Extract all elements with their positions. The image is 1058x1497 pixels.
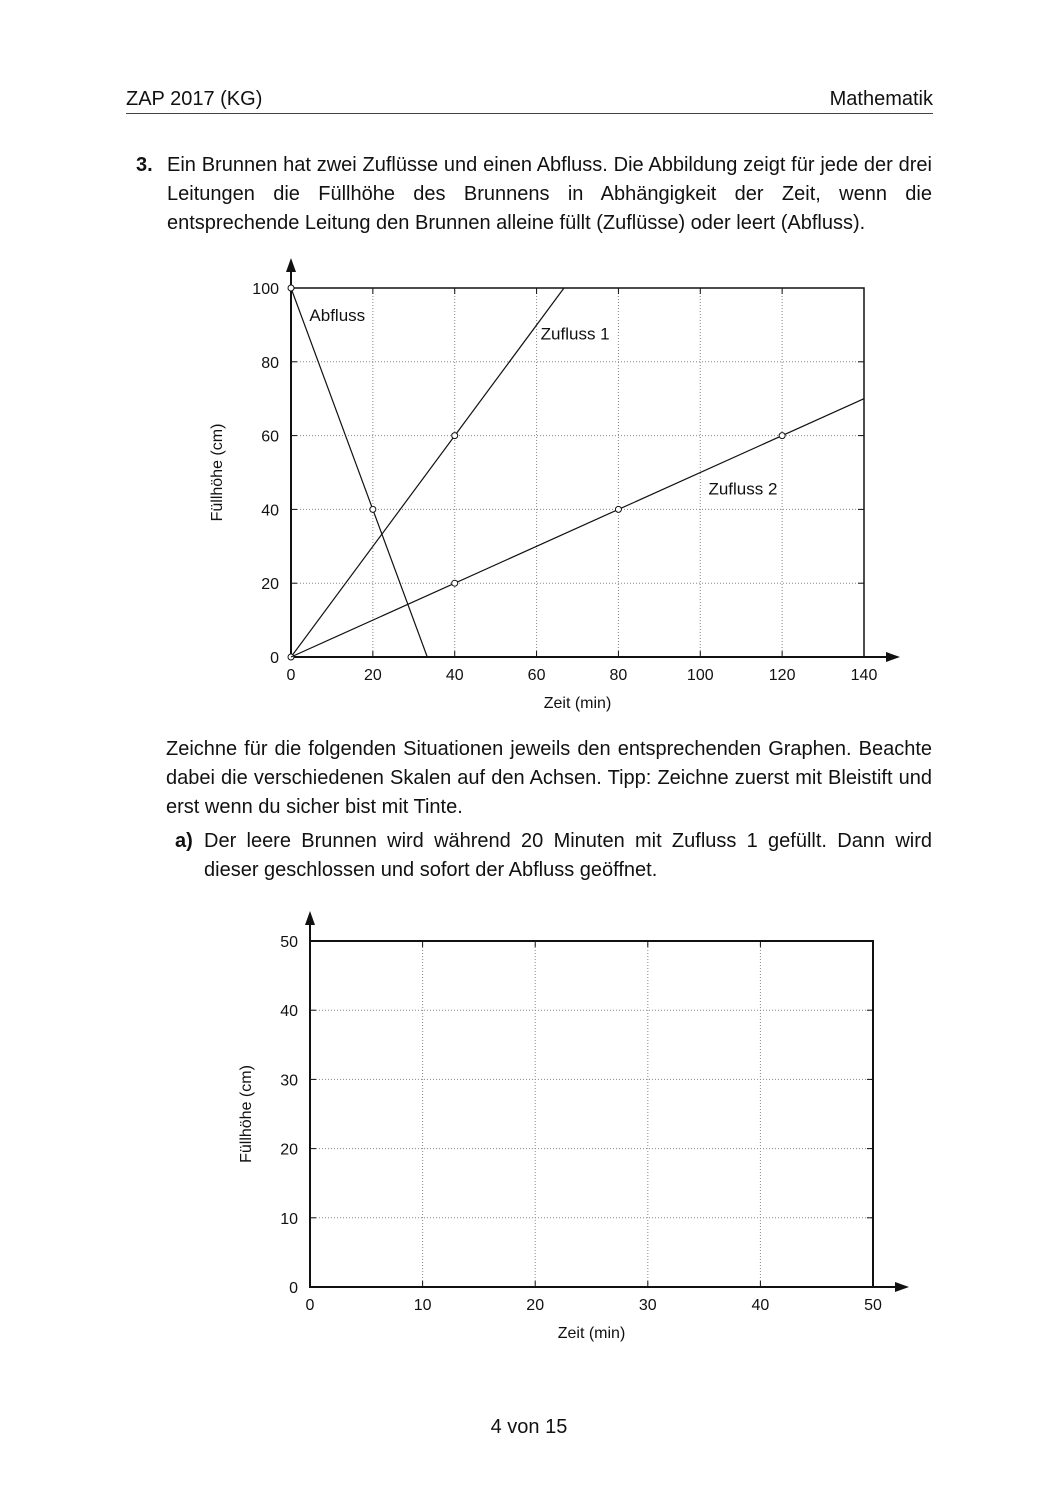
x-axis-arrow — [895, 1282, 909, 1292]
x-tick-label: 100 — [686, 667, 714, 684]
y-axis-title: Füllhöhe (cm) — [209, 423, 226, 522]
x-tick-label: 50 — [864, 1297, 882, 1314]
subtask-a-text: Der leere Brunnen wird während 20 Minuten mit Zufluss 1 gefüllt. Dann wird dieser geschlossen und sofort der Abfluss geöffnet. — [204, 830, 932, 881]
x-tick-label: 30 — [638, 1297, 657, 1314]
task-text: Ein Brunnen hat zwei Zuflüsse und einen Abfluss. Die Abbildung zeigt für jede der drei Leitungen die Füllhöhe des Brunnens in Abhängigkeit der Zeit, wenn die entsprechende Leitung den Brunnen alleine füllt (Zuflüsse) oder leert (Abfluss). — [167, 154, 932, 234]
y-tick-label: 80 — [261, 354, 279, 372]
task-number: 3. — [136, 154, 153, 176]
series-label-abfluss: Abfluss — [309, 306, 366, 326]
y-tick-label: 100 — [252, 281, 279, 298]
y-tick-label: 10 — [280, 1210, 298, 1228]
x-axis-title: Zeit (min) — [543, 695, 612, 712]
page-number: 4 von 15 — [490, 1416, 568, 1438]
x-tick-label: 40 — [445, 667, 464, 684]
subtask-a-label: a) — [175, 830, 193, 852]
header-right: Mathematik — [829, 88, 933, 110]
y-tick-label: 60 — [261, 428, 279, 446]
x-axis-title: Zeit (min) — [557, 1325, 626, 1342]
series-label-zufluss-2: Zufluss 2 — [708, 479, 778, 499]
x-tick-label: 20 — [363, 667, 382, 684]
y-axis-title: Füllhöhe (cm) — [238, 1065, 255, 1163]
y-tick-label: 40 — [261, 502, 279, 520]
instruction-text: Zeichne für die folgenden Situationen jeweils den entsprechenden Graphen. Beachte dabei die verschiedenen Skalen auf den Achsen. Tipp: Zeichne zuerst mit Bleistift und erst wenn du sicher bist mit Tinte. — [166, 738, 932, 818]
x-tick-label: 0 — [305, 1297, 315, 1314]
series-label-zufluss-1: Zufluss 1 — [540, 324, 610, 344]
y-tick-label: 0 — [289, 1280, 298, 1297]
y-tick-label: 0 — [270, 650, 279, 667]
plot-frame — [310, 941, 873, 1287]
y-tick-label: 30 — [280, 1072, 298, 1090]
y-tick-label: 50 — [280, 934, 298, 951]
x-tick-label: 60 — [527, 667, 546, 684]
x-tick-label: 120 — [768, 667, 796, 684]
x-tick-label: 40 — [751, 1297, 770, 1314]
header-left: ZAP 2017 (KG) — [126, 88, 263, 110]
x-tick-label: 10 — [413, 1297, 432, 1314]
y-tick-label: 20 — [261, 576, 279, 594]
y-axis-arrow — [305, 911, 315, 925]
x-tick-label: 80 — [609, 667, 628, 684]
x-tick-label: 140 — [850, 667, 878, 684]
y-tick-label: 40 — [280, 1003, 298, 1021]
y-tick-label: 20 — [280, 1141, 298, 1159]
x-tick-label: 0 — [286, 667, 296, 684]
x-tick-label: 20 — [526, 1297, 545, 1314]
